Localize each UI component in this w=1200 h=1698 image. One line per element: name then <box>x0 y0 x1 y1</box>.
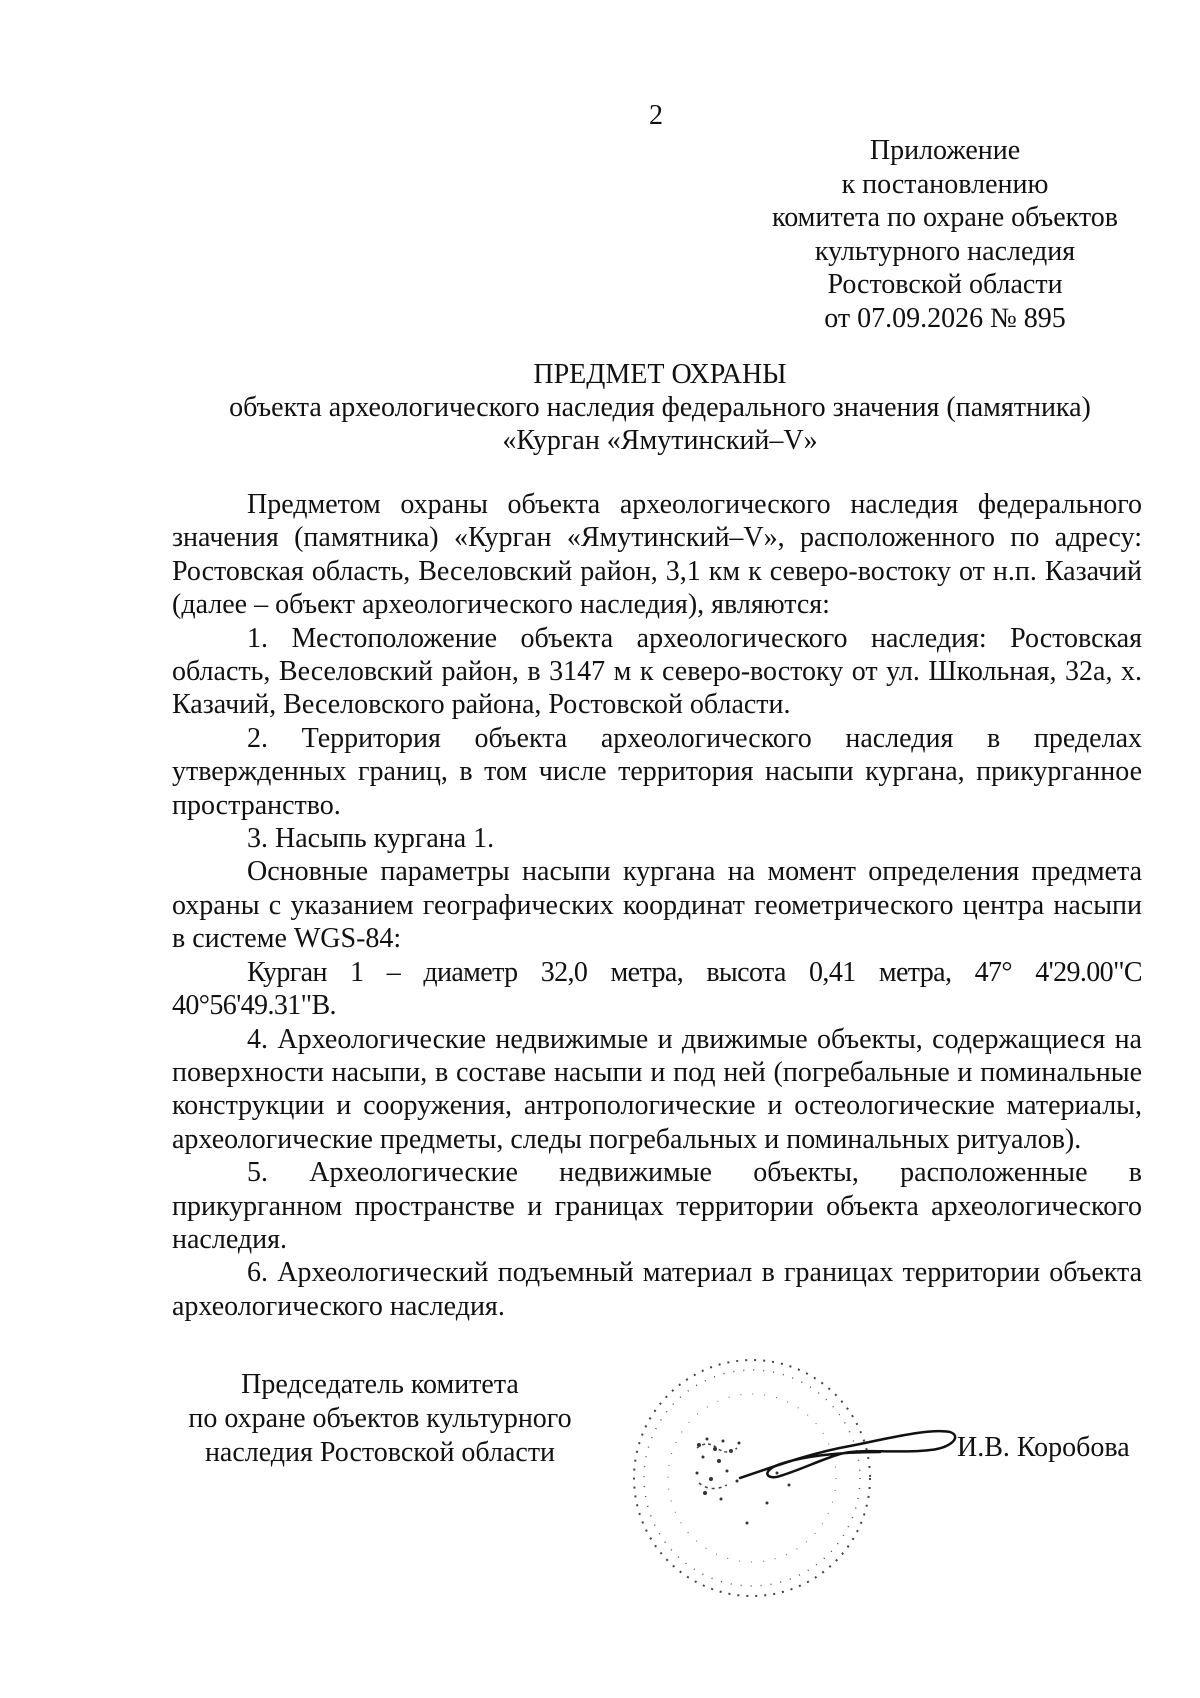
item-1: 1. Местоположение объекта археологического наследия: Ростовская область, Веселовский район, в 3147 м к северо-востоку от ул. Школьная, 32а, х. Казачий, Веселовского района, Ростовской области. <box>172 622 1142 721</box>
appendix-line: культурного наследия <box>814 235 1076 267</box>
signature-title <box>175 1368 585 1470</box>
appendix-line: Приложение <box>869 135 1021 166</box>
document-body <box>172 488 1142 1323</box>
page-number: 2 <box>649 100 663 131</box>
document-title <box>180 358 1140 457</box>
signer-name: И.В. Коробова <box>957 1432 1130 1463</box>
appendix-header <box>740 134 1150 335</box>
signature-title-line: по охране объектов культурного <box>188 1403 572 1434</box>
item-2: 2. Территория объекта археологического наследия в пределах утвержденных границ, в том числе территория насыпи кургана, прикурганное пространство. <box>172 722 1142 821</box>
appendix-line: к постановлению <box>841 168 1049 200</box>
appendix-line: комитета по охране объектов <box>772 202 1118 233</box>
item-6: 6. Археологический подъемный материал в границах территории объекта археологического наследия. <box>172 1257 1142 1322</box>
appendix-line: Ростовской области <box>827 269 1063 300</box>
signature-title-line: Председатель комитета <box>241 1369 519 1400</box>
title-subtitle: объекта археологического наследия федерального значения (памятника) <box>229 392 1091 423</box>
params-paragraph: Основные параметры насыпи кургана на момент определения предмета охраны с указанием географических координат геометрического центра насыпи в системе WGS-84: <box>172 856 1142 955</box>
title-heading: ПРЕДМЕТ ОХРАНЫ <box>533 359 787 390</box>
signature-title-line: наследия Ростовской области <box>204 1437 556 1468</box>
title-object-name: «Курган «Ямутинский–V» <box>502 425 818 456</box>
item-4: 4. Археологические недвижимые и движимые объекты, содержащиеся на поверхности насыпи, в составе насыпи и под ней (погребальные и поминальные конструкции и сооружения, антропологические и остеологические материалы, археологические предметы, следы погребальных и поминальных ритуалов). <box>172 1023 1142 1155</box>
handwritten-signature <box>730 1418 960 1488</box>
item-3: 3. Насыпь кургана 1. <box>247 823 495 855</box>
kurgan-params: Курган 1 – диаметр 32,0 метра, высота 0,41 метра, 47° 4'29.00"С 40°56'49.31"В. <box>172 956 1142 1022</box>
appendix-line: от 07.09.2026 № 895 <box>824 302 1066 334</box>
intro-paragraph: Предметом охраны объекта археологического наследия федерального значения (памятника) «Курган «Ямутинский–V», расположенного по адресу: Ростовская область, Веселовский район, 3,1 км к северо-востоку от н.п. Казачий (далее – объект археологического наследия), являются: <box>172 489 1142 621</box>
item-5: 5. Археологические недвижимые объекты, расположенные в прикурганном пространстве и границах территории объекта археологического наследия. <box>172 1157 1142 1255</box>
